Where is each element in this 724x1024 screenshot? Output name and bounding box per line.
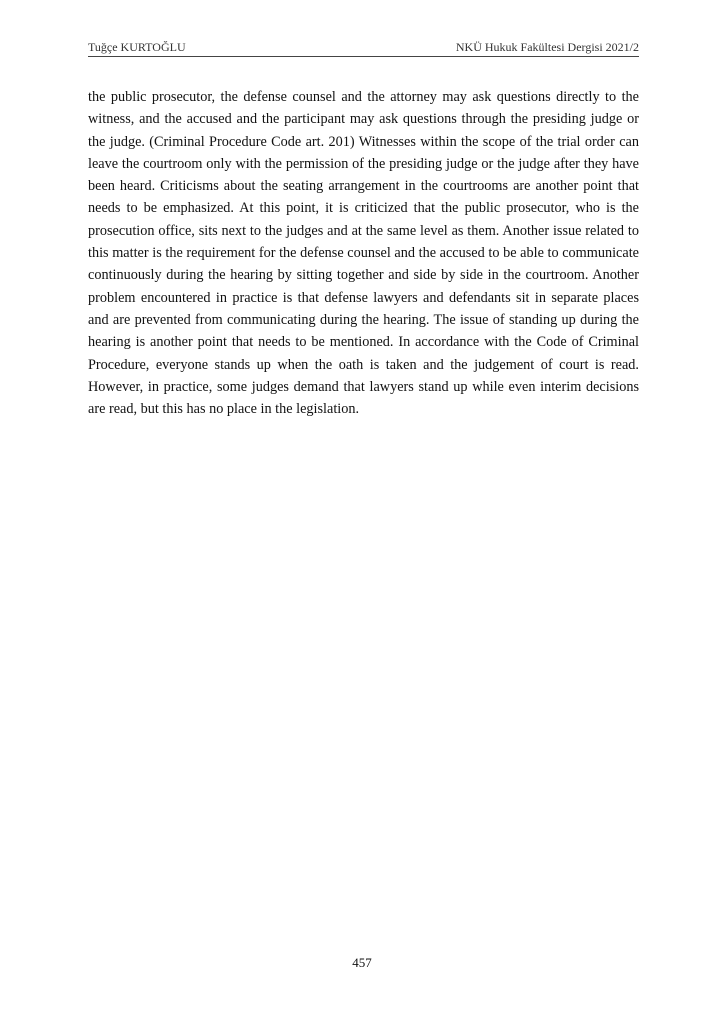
- page-number: 457: [352, 955, 372, 970]
- running-header: [88, 38, 639, 57]
- header-journal-title: NKÜ Hukuk Fakültesi Dergisi 2021/2: [455, 40, 639, 54]
- body-paragraph: the public prosecutor, the defense counsel and the attorney may ask questions directly to the witness, and the accused and the participant may ask questions through the presiding judge or the judge. (Criminal Procedure Code art. 201) Witnesses within the scope of the trial order can leave the courtroom only with the permission of the presiding judge or the judge after they have been heard. Criticisms about the seating arrangement in the courtrooms are another point that needs to be emphasized. At this point, it is criticized that the public prosecutor, who is the prosecution office, sits next to the judges and at the same level as them. Another issue related to this matter is the requirement for the defense counsel and the accused to be able to communicate continuously during the hearing by sitting together and side by side in the courtroom. Another problem encountered in practice is that defense lawyers and defendants sit in separate places and are prevented from communicating during the hearing. The issue of standing up during the hearing is another point that needs to be mentioned. In accordance with the Code of Criminal Procedure, everyone stands up when the oath is taken and the judgement of court is read. However, in practice, some judges demand that lawyers stand up while even interim decisions are read, but this has no place in the legislation.: [88, 89, 639, 418]
- header-author: Tuğçe KURTOĞLU: [88, 40, 186, 54]
